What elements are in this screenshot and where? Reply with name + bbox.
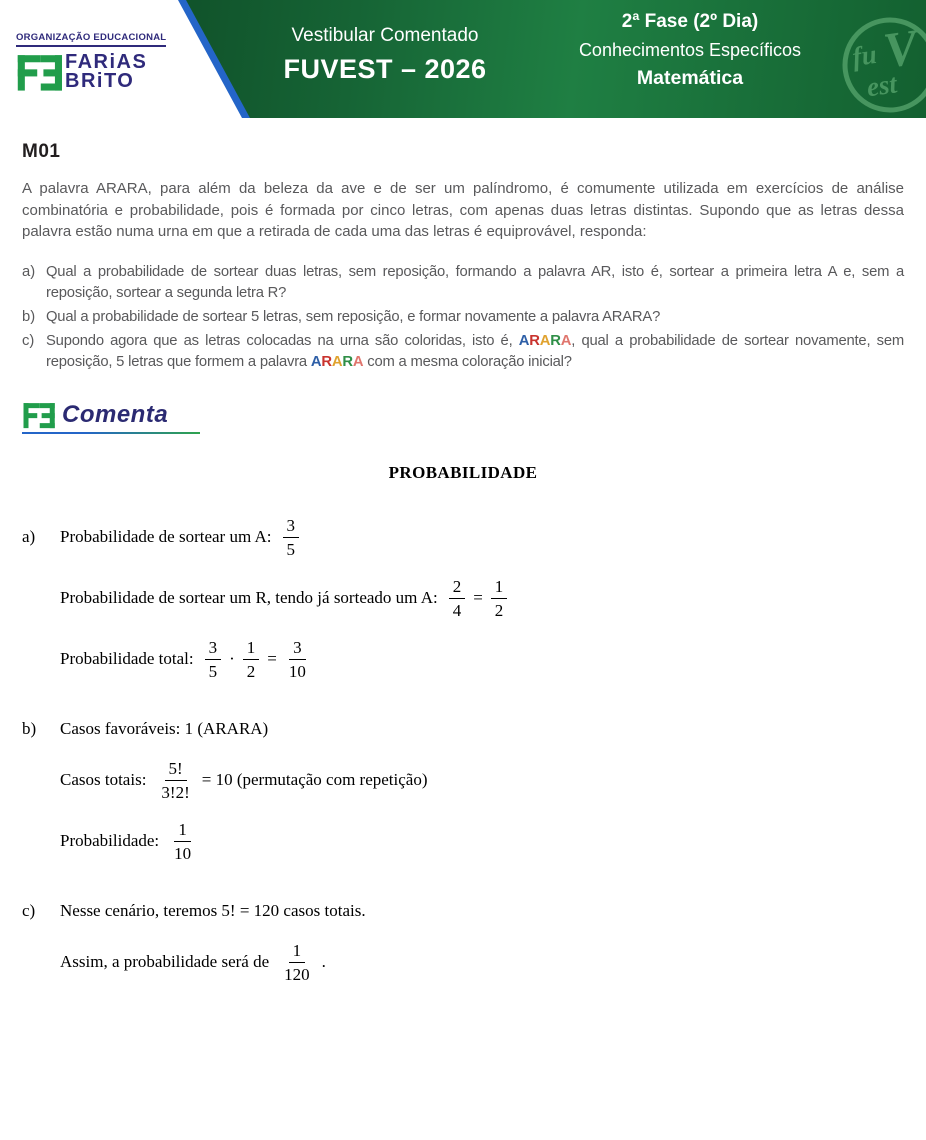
solution-line-text: Casos totais:	[60, 769, 147, 789]
question-item-text: Qual a probabilidade de sortear 5 letras, sem reposição, e formar novamente a palavra ARARA?	[46, 308, 661, 325]
fraction	[283, 515, 300, 559]
subject-area-line: Conhecimentos Específicos	[578, 40, 802, 60]
fraction	[243, 637, 260, 681]
brand-row	[16, 50, 186, 94]
question-item	[22, 331, 904, 373]
fraction-numerator: 3	[205, 637, 222, 660]
question-item-label: c)	[22, 332, 35, 349]
equation-text: = 10 (permutação com repetição)	[201, 769, 428, 789]
colored-letter: A	[310, 353, 322, 370]
solution-line-text: Nesse cenário, teremos 5! = 120 casos totais.	[60, 900, 366, 920]
fraction	[280, 940, 314, 984]
brand-name-line1: FARiAS	[65, 51, 148, 73]
banner-title-block	[252, 25, 518, 85]
solution-line-text: Casos favoráveis: 1 (ARARA)	[60, 718, 269, 738]
fraction-denominator: 5	[286, 539, 296, 559]
fraction-numerator: 5!	[165, 758, 187, 781]
subject-line: Matemática	[636, 67, 744, 89]
colored-letter: R	[342, 353, 353, 370]
fraction-numerator: 1	[491, 576, 508, 599]
fraction-numerator: 1	[289, 940, 306, 963]
fraction-denominator: 2	[494, 600, 504, 620]
solution-line-text: Assim, a probabilidade será de	[60, 951, 270, 971]
fraction	[285, 637, 310, 681]
fraction-denominator: 3!2!	[161, 782, 190, 802]
colored-word-arara	[519, 333, 572, 349]
question-item	[22, 262, 904, 304]
fraction	[170, 819, 195, 863]
solution-line	[22, 576, 904, 620]
fraction-numerator: 3	[289, 637, 306, 660]
solution-line	[22, 515, 904, 559]
comenta-underline	[22, 432, 200, 434]
fuvest-logo-icon	[838, 13, 926, 117]
solution-line-text: Probabilidade total:	[60, 648, 194, 668]
fraction	[157, 758, 193, 802]
phase-line: 2ª Fase (2º Dia)	[621, 11, 759, 32]
solution-step-label: a)	[22, 526, 36, 546]
solution-step	[22, 717, 904, 863]
colored-letter: A	[560, 332, 572, 349]
solution-title: PROBABILIDADE	[388, 462, 538, 482]
brand-name-line2: BRiTO	[65, 70, 135, 92]
solution-line	[22, 717, 904, 741]
svg-text:est: est	[864, 68, 899, 103]
svg-text:fu: fu	[850, 38, 879, 72]
header-banner	[0, 0, 926, 118]
fraction-numerator: 1	[243, 637, 260, 660]
fraction-numerator: 1	[174, 819, 191, 842]
solution-line-text: Probabilidade de sortear um R, tendo já sorteado um A:	[60, 587, 438, 607]
solution-step-label: b)	[22, 718, 37, 738]
solution-line	[22, 819, 904, 863]
colored-letter: R	[529, 332, 540, 349]
solution-line	[22, 940, 904, 984]
question-item	[22, 307, 904, 328]
question-code: M01	[22, 141, 61, 162]
svg-text:V: V	[880, 18, 921, 79]
comenta-label: Comenta	[62, 400, 169, 428]
banner-phase-block	[545, 11, 835, 90]
solution-line	[22, 758, 904, 802]
question-item-label: a)	[22, 263, 36, 280]
equation-text: =	[473, 587, 483, 607]
content-area	[0, 141, 926, 984]
solution-steps	[22, 515, 904, 984]
fraction-denominator: 120	[284, 964, 310, 984]
fb-logo-icon	[16, 50, 62, 94]
question-intro: A palavra ARARA, para além da beleza da ave e de ser um palíndromo, é comumente utilizada em exercícios de análise combinatória e probabilidade, pois é formada por cinco letras, com apenas duas letras distintas. Supondo que as letras dessa palavra estão numa urna em que a retirada de cada uma das letras é equiprovável, responda:	[22, 180, 904, 240]
equation-text: =	[267, 648, 277, 668]
solution-step	[22, 899, 904, 984]
colored-letter: R	[321, 353, 332, 370]
fraction-numerator: 3	[283, 515, 300, 538]
fraction-denominator: 2	[246, 661, 256, 681]
fraction-denominator: 10	[174, 843, 192, 863]
solution-line	[22, 637, 904, 681]
fraction-denominator: 5	[208, 661, 218, 681]
fraction	[449, 576, 466, 620]
fraction	[491, 576, 508, 620]
equation-text: .	[321, 951, 326, 971]
banner-subtitle: Vestibular Comentado	[291, 25, 479, 46]
colored-letter: A	[518, 332, 530, 349]
colored-letter: R	[550, 332, 561, 349]
solution-step	[22, 515, 904, 681]
colored-letter: A	[331, 353, 343, 370]
farias-brito-logo	[16, 27, 186, 94]
fraction-denominator: 4	[452, 600, 462, 620]
fb-comenta-row	[22, 400, 200, 430]
fraction-numerator: 2	[449, 576, 466, 599]
fraction	[205, 637, 222, 681]
colored-letter: A	[539, 332, 551, 349]
question-item-text: Qual a probabilidade de sortear duas letras, sem reposição, formando a palavra AR, isto é, sortear a primeira letra A e, sem a reposição, sortear a segunda letra R?	[46, 263, 904, 301]
organization-label: ORGANIZAÇÃO EDUCACIONAL	[16, 32, 166, 47]
equation-text: ·	[229, 648, 235, 668]
fraction-denominator: 10	[288, 661, 306, 681]
solution-section	[22, 463, 904, 984]
solution-line	[22, 899, 904, 923]
fb-comenta-header	[22, 400, 200, 434]
banner-title: FUVEST – 2026	[283, 54, 487, 84]
fb-comenta-icon	[22, 400, 55, 430]
brand-name	[65, 53, 147, 91]
colored-word-arara	[311, 354, 364, 370]
solution-line-text: Probabilidade de sortear um A:	[60, 526, 272, 546]
question-item-text: Supondo agora que as letras colocadas na urna são coloridas, isto é, ARARA, qual a probabilidade de sortear novamente, sem reposição, 5 letras que formem a palavra ARARA com a mesma coloração inicial?	[46, 332, 904, 370]
question-item-label: b)	[22, 308, 36, 325]
colored-letter: A	[352, 353, 364, 370]
question-items	[22, 262, 904, 373]
solution-line-text: Probabilidade:	[60, 830, 160, 850]
solution-step-label: c)	[22, 900, 36, 920]
